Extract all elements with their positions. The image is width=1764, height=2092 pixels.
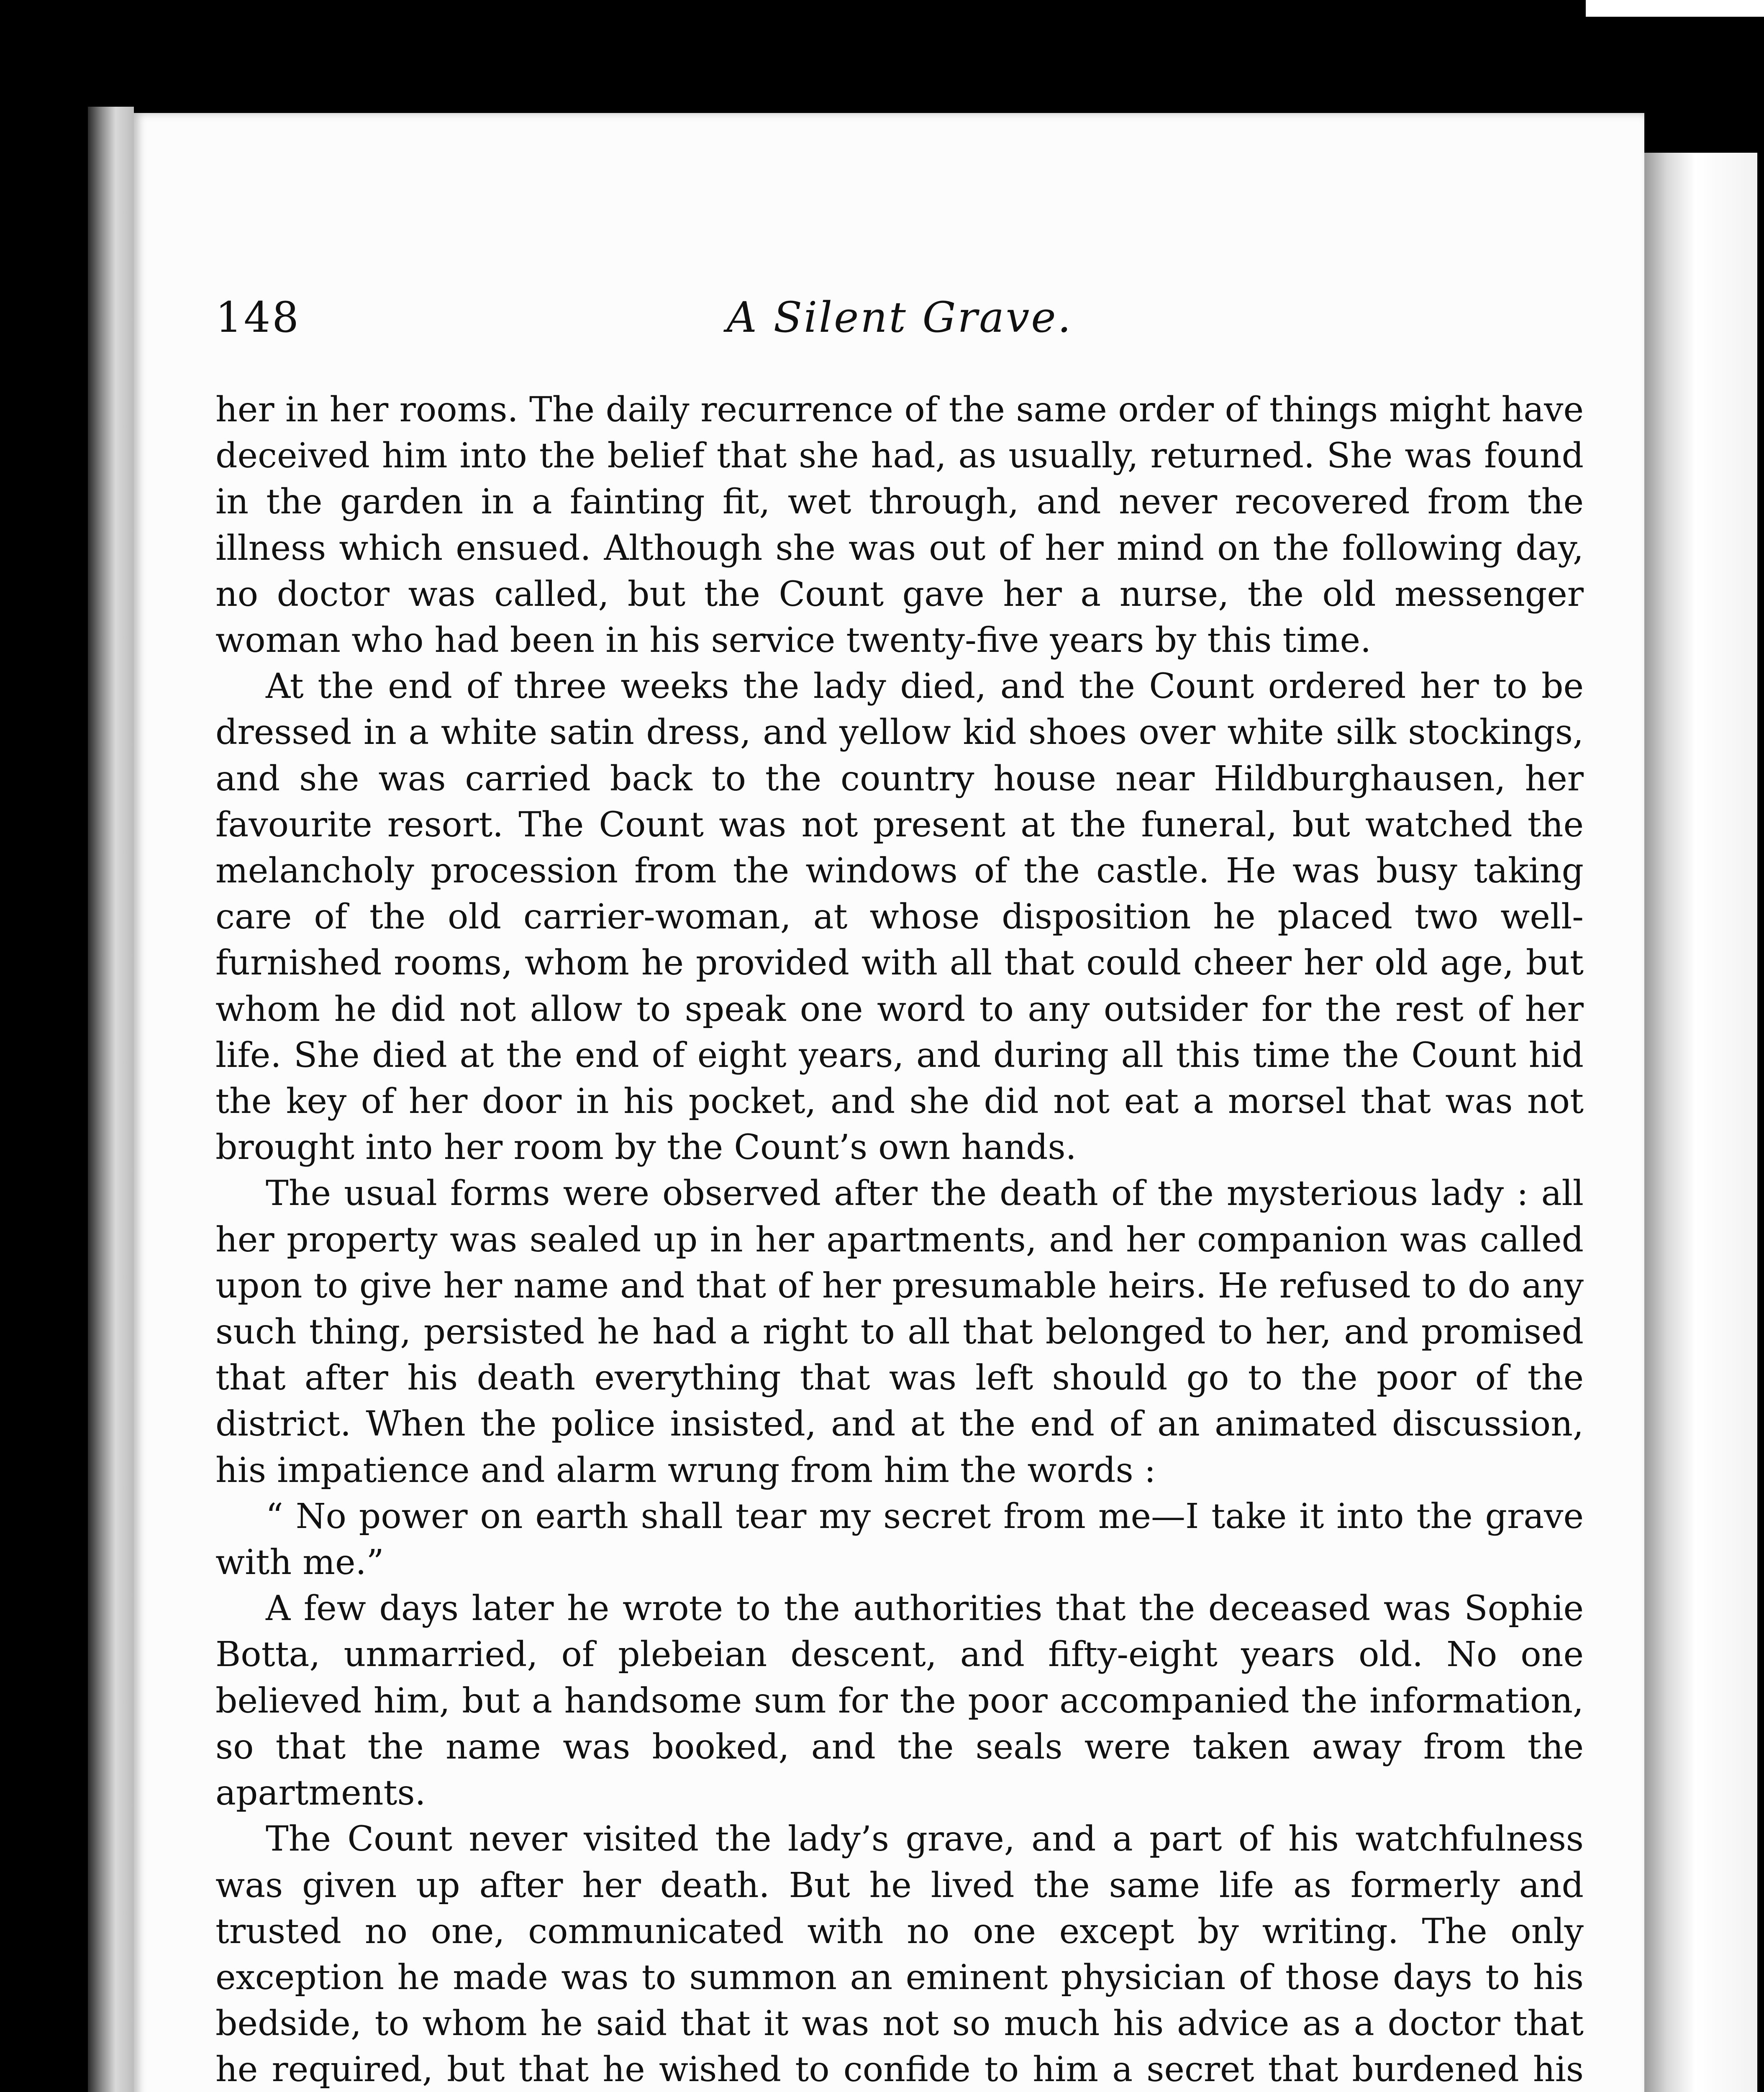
paragraph: At the end of three weeks the lady died, and the Count ordered her to be dressed in a white satin dress, and yellow kid shoes over white silk stockings, and she was carried back to the country house near Hildburghausen, her favourite resort. The Count was not present at the funeral, but watched the melancholy procession from the windows of the castle. He was busy taking care of the old carrier-woman, at whose disposition he placed two well-furnished rooms, whom he provided with all that could cheer her old age, but whom he did not allow to speak one word to any outsider for the rest of her life. She died at the end of eight years, and during all this time the Count hid the key of her door in his pocket, and she did not eat a morsel that was not brought into her room by the Count’s own hands. [215, 667, 1584, 1168]
body-text [215, 387, 1584, 2092]
running-title: A Silent Grave. [726, 293, 1073, 342]
quotation: “ No power on earth shall tear my secret from me—I take it into the grave with me.” [215, 1496, 1584, 1583]
page-header [215, 293, 1584, 356]
book-page [134, 113, 1644, 2092]
paragraph: A few days later he wrote to the authorities that the deceased was Sophie Botta, unmarried, of plebeian descent, and fifty-eight years old. No one believed him, but a handsome sum for the poor accompanied the information, so that the name was booked, and the seals were taken away from the apartments. [215, 1589, 1584, 1813]
page-number: 148 [215, 293, 300, 342]
paragraph: her in her rooms. The daily recurrence of the same order of things might have deceived him into the belief that she had, as usually, returned. She was found in the garden in a fainting fit, wet through, and never recovered from the illness which ensued. Although she was out of her mind on the following day, no doctor was called, but the Count gave her a nurse, the old messenger woman who had been in his service twenty-five years by this time. [215, 390, 1584, 661]
next-page-edge [1644, 153, 1757, 2092]
paragraph: The usual forms were observed after the death of the mysterious lady : all her property was sealed up in her apartments, and her companion was called upon to give her name and that of her presumable heirs. He refused to do any such thing, persisted he had a right to all that belonged to her, and promised that after his death everything that was left should go to the poor of the district. When the police insisted, and at the end of an animated discussion, his impatience and alarm wrung from him the words : [215, 1174, 1584, 1490]
book-binding-edge [88, 107, 134, 2092]
paragraph: The Count never visited the lady’s grave, and a part of his watchfulness was given up after her death. But he lived the same life as formerly and trusted no one, communicated with no one except by writing. The only exception he made was to summon an eminent physician of those days to his bedside, to whom he said that it was not so much his advice as a doctor that he required, but that he wished to confide to him a secret that burdened his [215, 1819, 1584, 2090]
scan-edge [1586, 0, 1764, 17]
